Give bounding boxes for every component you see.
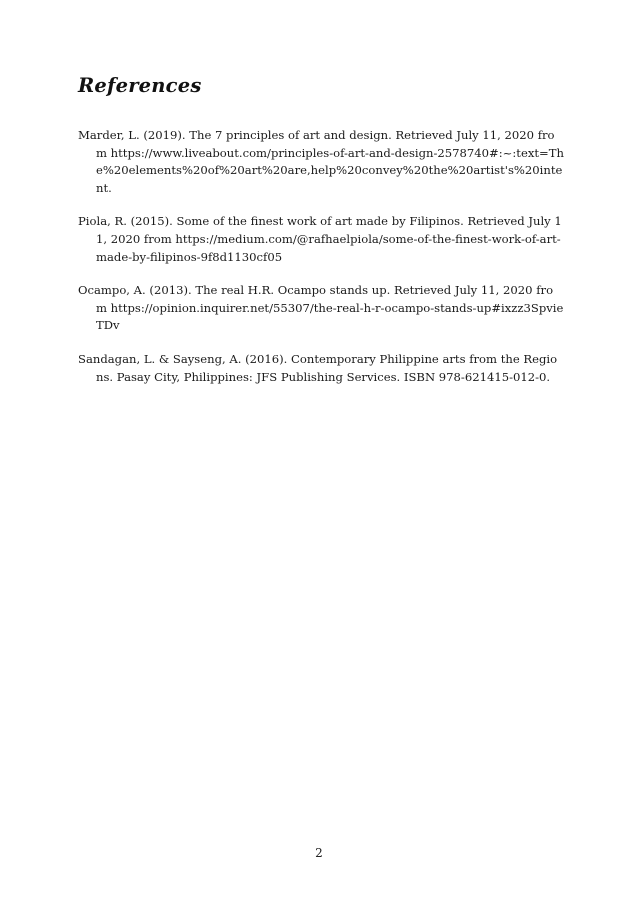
reference-entry-marder: Marder, L. (2019). The 7 principles of art and design. Retrieved July 11, 2020 from https://www.liveabout.com/principles-of-art-and-design-2578740#:~:text=The%20elements%20of%20art%20are,help%20convey%20the%20artist's%20intent. bbox=[78, 128, 564, 195]
reference-entry-piola: Piola, R. (2015). Some of the finest work of art made by Filipinos. Retrieved July 11, 2020 from https://medium.com/@rafhaelpiola/some-of-the-finest-work-of-art-made-by-filipinos-9f8d1130cf05 bbox=[78, 214, 562, 264]
reference-list bbox=[78, 127, 564, 402]
references-heading: References bbox=[78, 74, 202, 97]
reference-entry-ocampo: Ocampo, A. (2013). The real H.R. Ocampo stands up. Retrieved July 11, 2020 from https://opinion.inquirer.net/55307/the-real-h-r-ocampo-stands-up#ixzz3SpvieTDv bbox=[78, 283, 564, 333]
page-number: 2 bbox=[315, 846, 323, 860]
reference-entry-sandagan: Sandagan, L. & Sayseng, A. (2016). Contemporary Philippine arts from the Regions. Pasay City, Philippines: JFS Publishing Services. ISBN 978-621415-012-0. bbox=[78, 351, 558, 384]
